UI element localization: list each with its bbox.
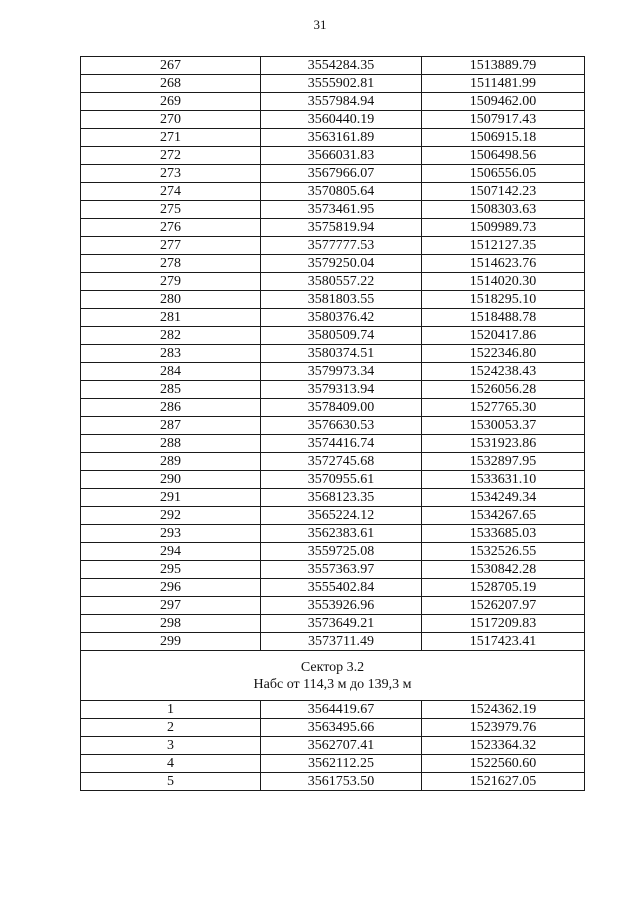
x-coordinate-cell: 3564419.67 bbox=[261, 701, 422, 719]
table-row bbox=[81, 597, 585, 615]
point-number-cell: 283 bbox=[81, 345, 261, 363]
y-coordinate-cell: 1534267.65 bbox=[422, 507, 585, 525]
y-coordinate-cell: 1512127.35 bbox=[422, 237, 585, 255]
y-coordinate-cell: 1526056.28 bbox=[422, 381, 585, 399]
x-coordinate-cell: 3579973.34 bbox=[261, 363, 422, 381]
coordinates-table bbox=[80, 56, 585, 791]
point-number-cell: 273 bbox=[81, 165, 261, 183]
x-coordinate-cell: 3574416.74 bbox=[261, 435, 422, 453]
point-number-cell: 282 bbox=[81, 327, 261, 345]
sector-header-body bbox=[81, 651, 585, 701]
point-number-cell: 4 bbox=[81, 755, 261, 773]
point-number-cell: 280 bbox=[81, 291, 261, 309]
table-row bbox=[81, 471, 585, 489]
table-row bbox=[81, 579, 585, 597]
y-coordinate-cell: 1526207.97 bbox=[422, 597, 585, 615]
y-coordinate-cell: 1521627.05 bbox=[422, 773, 585, 791]
table-row bbox=[81, 147, 585, 165]
y-coordinate-cell: 1507917.43 bbox=[422, 111, 585, 129]
point-number-cell: 268 bbox=[81, 75, 261, 93]
x-coordinate-cell: 3580374.51 bbox=[261, 345, 422, 363]
y-coordinate-cell: 1508303.63 bbox=[422, 201, 585, 219]
point-number-cell: 294 bbox=[81, 543, 261, 561]
x-coordinate-cell: 3562383.61 bbox=[261, 525, 422, 543]
table-row bbox=[81, 525, 585, 543]
point-number-cell: 292 bbox=[81, 507, 261, 525]
point-number-cell: 1 bbox=[81, 701, 261, 719]
y-coordinate-cell: 1511481.99 bbox=[422, 75, 585, 93]
y-coordinate-cell: 1533631.10 bbox=[422, 471, 585, 489]
table-row bbox=[81, 93, 585, 111]
x-coordinate-cell: 3567966.07 bbox=[261, 165, 422, 183]
y-coordinate-cell: 1506915.18 bbox=[422, 129, 585, 147]
x-coordinate-cell: 3572745.68 bbox=[261, 453, 422, 471]
table-row bbox=[81, 701, 585, 719]
table-row bbox=[81, 773, 585, 791]
point-number-cell: 291 bbox=[81, 489, 261, 507]
x-coordinate-cell: 3557363.97 bbox=[261, 561, 422, 579]
x-coordinate-cell: 3554284.35 bbox=[261, 57, 422, 75]
point-number-cell: 298 bbox=[81, 615, 261, 633]
table-row bbox=[81, 345, 585, 363]
table-row bbox=[81, 327, 585, 345]
point-number-cell: 277 bbox=[81, 237, 261, 255]
x-coordinate-cell: 3570955.61 bbox=[261, 471, 422, 489]
point-number-cell: 278 bbox=[81, 255, 261, 273]
x-coordinate-cell: 3573461.95 bbox=[261, 201, 422, 219]
y-coordinate-cell: 1523979.76 bbox=[422, 719, 585, 737]
x-coordinate-cell: 3562112.25 bbox=[261, 755, 422, 773]
y-coordinate-cell: 1514623.76 bbox=[422, 255, 585, 273]
table-row bbox=[81, 129, 585, 147]
point-number-cell: 275 bbox=[81, 201, 261, 219]
y-coordinate-cell: 1524362.19 bbox=[422, 701, 585, 719]
point-number-cell: 286 bbox=[81, 399, 261, 417]
y-coordinate-cell: 1514020.30 bbox=[422, 273, 585, 291]
table-row bbox=[81, 435, 585, 453]
point-number-cell: 274 bbox=[81, 183, 261, 201]
point-number-cell: 270 bbox=[81, 111, 261, 129]
y-coordinate-cell: 1533685.03 bbox=[422, 525, 585, 543]
table-row bbox=[81, 255, 585, 273]
x-coordinate-cell: 3578409.00 bbox=[261, 399, 422, 417]
x-coordinate-cell: 3579313.94 bbox=[261, 381, 422, 399]
point-number-cell: 272 bbox=[81, 147, 261, 165]
table-row bbox=[81, 237, 585, 255]
x-coordinate-cell: 3555902.81 bbox=[261, 75, 422, 93]
table-row bbox=[81, 417, 585, 435]
y-coordinate-cell: 1509989.73 bbox=[422, 219, 585, 237]
x-coordinate-cell: 3580557.22 bbox=[261, 273, 422, 291]
x-coordinate-cell: 3562707.41 bbox=[261, 737, 422, 755]
x-coordinate-cell: 3580509.74 bbox=[261, 327, 422, 345]
table-row bbox=[81, 453, 585, 471]
point-number-cell: 267 bbox=[81, 57, 261, 75]
point-number-cell: 293 bbox=[81, 525, 261, 543]
y-coordinate-cell: 1518488.78 bbox=[422, 309, 585, 327]
point-number-cell: 299 bbox=[81, 633, 261, 651]
table-row bbox=[81, 755, 585, 773]
x-coordinate-cell: 3555402.84 bbox=[261, 579, 422, 597]
point-number-cell: 281 bbox=[81, 309, 261, 327]
y-coordinate-cell: 1507142.23 bbox=[422, 183, 585, 201]
y-coordinate-cell: 1527765.30 bbox=[422, 399, 585, 417]
x-coordinate-cell: 3563495.66 bbox=[261, 719, 422, 737]
x-coordinate-cell: 3553926.96 bbox=[261, 597, 422, 615]
table-row bbox=[81, 219, 585, 237]
point-number-cell: 287 bbox=[81, 417, 261, 435]
x-coordinate-cell: 3560440.19 bbox=[261, 111, 422, 129]
y-coordinate-cell: 1530053.37 bbox=[422, 417, 585, 435]
table-row bbox=[81, 381, 585, 399]
sector-header-row bbox=[81, 651, 585, 701]
table-row bbox=[81, 111, 585, 129]
point-number-cell: 2 bbox=[81, 719, 261, 737]
table-row bbox=[81, 719, 585, 737]
y-coordinate-cell: 1513889.79 bbox=[422, 57, 585, 75]
y-coordinate-cell: 1506498.56 bbox=[422, 147, 585, 165]
y-coordinate-cell: 1506556.05 bbox=[422, 165, 585, 183]
y-coordinate-cell: 1517423.41 bbox=[422, 633, 585, 651]
x-coordinate-cell: 3581803.55 bbox=[261, 291, 422, 309]
x-coordinate-cell: 3577777.53 bbox=[261, 237, 422, 255]
table-body-bottom bbox=[81, 701, 585, 791]
x-coordinate-cell: 3576630.53 bbox=[261, 417, 422, 435]
table-row bbox=[81, 615, 585, 633]
y-coordinate-cell: 1528705.19 bbox=[422, 579, 585, 597]
x-coordinate-cell: 3566031.83 bbox=[261, 147, 422, 165]
table-row bbox=[81, 201, 585, 219]
table-row bbox=[81, 57, 585, 75]
y-coordinate-cell: 1530842.28 bbox=[422, 561, 585, 579]
table-row bbox=[81, 561, 585, 579]
point-number-cell: 295 bbox=[81, 561, 261, 579]
table-row bbox=[81, 489, 585, 507]
table-row bbox=[81, 273, 585, 291]
y-coordinate-cell: 1523364.32 bbox=[422, 737, 585, 755]
table-row bbox=[81, 399, 585, 417]
x-coordinate-cell: 3580376.42 bbox=[261, 309, 422, 327]
table-row bbox=[81, 633, 585, 651]
x-coordinate-cell: 3568123.35 bbox=[261, 489, 422, 507]
x-coordinate-cell: 3573649.21 bbox=[261, 615, 422, 633]
table-row bbox=[81, 737, 585, 755]
point-number-cell: 3 bbox=[81, 737, 261, 755]
y-coordinate-cell: 1509462.00 bbox=[422, 93, 585, 111]
sector-header-cell bbox=[81, 651, 585, 701]
y-coordinate-cell: 1532526.55 bbox=[422, 543, 585, 561]
y-coordinate-cell: 1517209.83 bbox=[422, 615, 585, 633]
table-row bbox=[81, 363, 585, 381]
point-number-cell: 276 bbox=[81, 219, 261, 237]
table-row bbox=[81, 165, 585, 183]
y-coordinate-cell: 1532897.95 bbox=[422, 453, 585, 471]
x-coordinate-cell: 3573711.49 bbox=[261, 633, 422, 651]
point-number-cell: 271 bbox=[81, 129, 261, 147]
page-number: 31 bbox=[313, 17, 327, 32]
x-coordinate-cell: 3579250.04 bbox=[261, 255, 422, 273]
y-coordinate-cell: 1522346.80 bbox=[422, 345, 585, 363]
x-coordinate-cell: 3559725.08 bbox=[261, 543, 422, 561]
point-number-cell: 284 bbox=[81, 363, 261, 381]
x-coordinate-cell: 3563161.89 bbox=[261, 129, 422, 147]
y-coordinate-cell: 1520417.86 bbox=[422, 327, 585, 345]
point-number-cell: 288 bbox=[81, 435, 261, 453]
y-coordinate-cell: 1518295.10 bbox=[422, 291, 585, 309]
y-coordinate-cell: 1531923.86 bbox=[422, 435, 585, 453]
table-row bbox=[81, 75, 585, 93]
point-number-cell: 285 bbox=[81, 381, 261, 399]
point-number-cell: 279 bbox=[81, 273, 261, 291]
y-coordinate-cell: 1522560.60 bbox=[422, 755, 585, 773]
y-coordinate-cell: 1534249.34 bbox=[422, 489, 585, 507]
point-number-cell: 290 bbox=[81, 471, 261, 489]
point-number-cell: 5 bbox=[81, 773, 261, 791]
x-coordinate-cell: 3561753.50 bbox=[261, 773, 422, 791]
table-row bbox=[81, 183, 585, 201]
point-number-cell: 297 bbox=[81, 597, 261, 615]
point-number-cell: 289 bbox=[81, 453, 261, 471]
x-coordinate-cell: 3557984.94 bbox=[261, 93, 422, 111]
sector-subtitle: Набс от 114,3 м до 139,3 м bbox=[253, 676, 412, 692]
x-coordinate-cell: 3570805.64 bbox=[261, 183, 422, 201]
table-row bbox=[81, 507, 585, 525]
table-row bbox=[81, 543, 585, 561]
table-row bbox=[81, 309, 585, 327]
point-number-cell: 269 bbox=[81, 93, 261, 111]
sector-title: Сектор 3.2 bbox=[300, 659, 365, 675]
table-body-top bbox=[81, 57, 585, 651]
table-row bbox=[81, 291, 585, 309]
point-number-cell: 296 bbox=[81, 579, 261, 597]
y-coordinate-cell: 1524238.43 bbox=[422, 363, 585, 381]
x-coordinate-cell: 3565224.12 bbox=[261, 507, 422, 525]
x-coordinate-cell: 3575819.94 bbox=[261, 219, 422, 237]
